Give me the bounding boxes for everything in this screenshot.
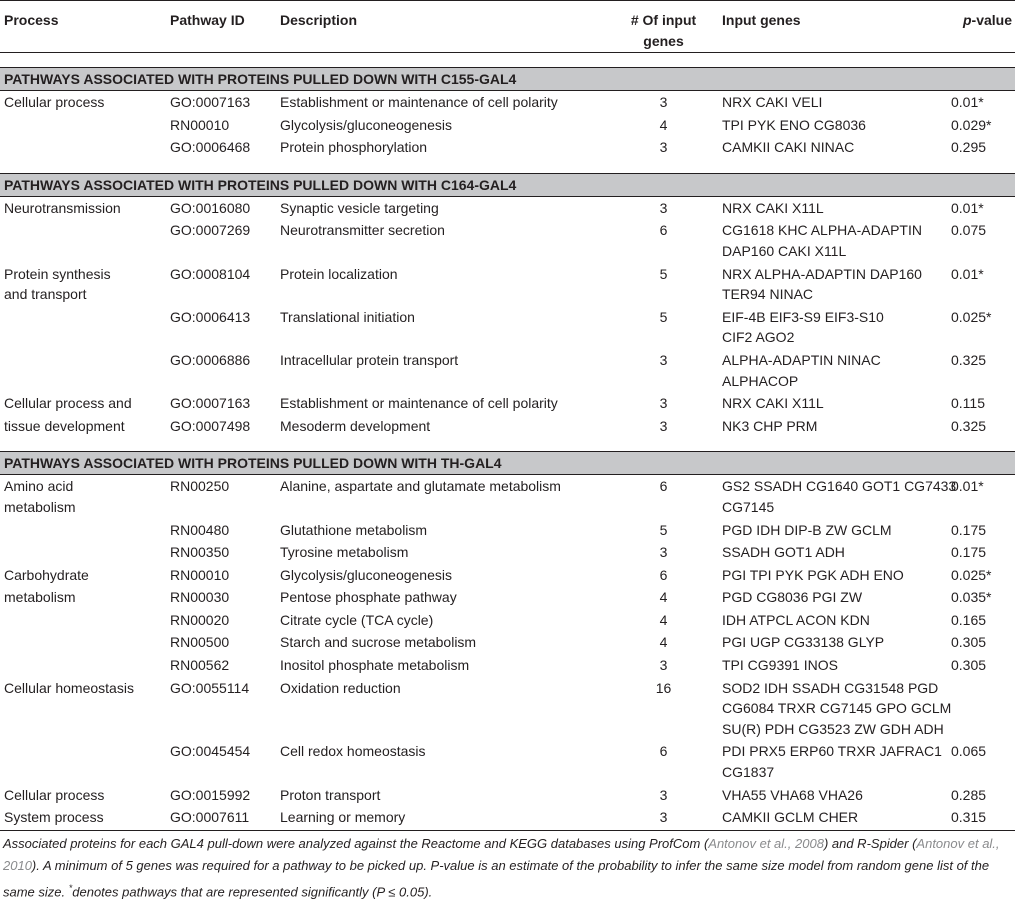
cell-num-genes: 6 (659, 566, 668, 583)
cell-p-value: 0.01* (951, 265, 984, 282)
process-line: tissue development (4, 417, 125, 434)
cell-process (0, 654, 166, 677)
cell-num-genes: 3 (659, 786, 668, 803)
cell-p-value: 0.115 (951, 395, 985, 412)
cell-input-genes (718, 541, 947, 564)
process-line: metabolism (4, 498, 76, 515)
cell-description: Mesoderm development (280, 417, 431, 434)
cell-description: Cell redox homeostasis (280, 743, 426, 760)
cell-pathway-id: GO:0055114 (170, 679, 250, 696)
footnote-star: * (68, 882, 73, 893)
cell-num-genes: 6 (659, 478, 668, 495)
header-p-value-italic: p (962, 12, 972, 28)
cell-process (0, 806, 166, 830)
cell-pathway-id: GO:0007269 (170, 222, 251, 239)
table-row (0, 136, 1015, 159)
cell-process (0, 306, 166, 349)
table-row (0, 475, 1015, 519)
cell-num-genes: 5 (659, 521, 668, 538)
genes-line: TPI PYK ENO CG8036 (722, 116, 866, 133)
genes-line: TER94 NINAC (722, 286, 814, 303)
table-row (0, 306, 1015, 349)
cell-process (0, 263, 166, 306)
genes-line: PDI PRX5 ERP60 TRXR JAFRAC1 (722, 743, 942, 760)
spacer-cell (0, 53, 1015, 68)
cell-description: Intracellular protein transport (280, 351, 459, 368)
genes-line: CG1837 (722, 764, 775, 781)
cell-description: Protein localization (280, 265, 398, 282)
process-line: System process (4, 809, 104, 826)
cell-pathway-id: GO:0007611 (166, 806, 276, 830)
cell-process (0, 784, 166, 807)
cell-num-genes: 3 (609, 806, 718, 830)
header-p-value (947, 1, 1015, 53)
cell-num-genes: 6 (659, 222, 668, 239)
cell-process (0, 392, 166, 415)
cell-input-genes (718, 114, 947, 137)
section-spacer (0, 159, 1015, 174)
cell-p-value: 0.305 (951, 634, 987, 651)
cell-p-value: 0.01* (951, 199, 984, 216)
table-row (0, 677, 1015, 741)
cell-pathway-id: GO:0007498 (170, 417, 251, 434)
cell-process (0, 677, 166, 741)
cell-pathway-id: GO:0007163 (170, 395, 251, 412)
section-spacer (0, 437, 1015, 452)
process-line: metabolism (4, 589, 76, 606)
cell-pathway-id: RN00350 (170, 544, 230, 561)
cell-input-genes (718, 784, 947, 807)
cell-pathway-id: GO:0006886 (170, 351, 251, 368)
genes-line: CG6084 TRXR CG7145 GPO GCLM (722, 700, 952, 717)
section-header-row (0, 452, 1015, 475)
cell-input-genes (718, 91, 947, 114)
cell-p-value: 0.01* (951, 478, 984, 495)
cell-p-value: 0.305 (951, 657, 987, 674)
cell-input-genes (718, 586, 947, 609)
cell-description: Inositol phosphate metabolism (280, 657, 470, 674)
footnote-text-1: Associated proteins for each GAL4 pull-down were analyzed against the Reactome and KEGG databases using ProfCom ( (3, 835, 709, 851)
cell-description: Establishment or maintenance of cell polarity (280, 395, 558, 412)
cell-num-genes: 3 (659, 351, 668, 368)
cell-pathway-id: GO:0015992 (170, 786, 251, 803)
cell-input-genes (718, 415, 947, 438)
process-line: Cellular homeostasis (4, 679, 134, 696)
cell-description: Tyrosine metabolism (280, 544, 409, 561)
genes-line: PGD CG8036 PGI ZW (722, 589, 863, 606)
cell-process (0, 114, 166, 137)
cell-input-genes (718, 654, 947, 677)
header-num-genes-line1: # Of input (630, 12, 697, 28)
cell-p-value: 0.075 (951, 222, 987, 239)
genes-line: NRX CAKI X11L (722, 395, 824, 412)
cell-input-genes (718, 349, 947, 392)
cell-input-genes (718, 219, 947, 262)
cell-input-genes (718, 519, 947, 542)
cell-num-genes: 4 (659, 116, 668, 133)
table-row (0, 349, 1015, 392)
cell-description: Neurotransmitter secretion (280, 222, 445, 239)
cell-num-genes: 5 (659, 265, 668, 282)
cell-description: Starch and sucrose metabolism (280, 634, 477, 651)
genes-line: ALPHACOP (722, 372, 799, 389)
cell-num-genes: 3 (659, 139, 668, 156)
cell-num-genes: 6 (659, 743, 668, 760)
cell-process (0, 609, 166, 632)
cell-input-genes (718, 677, 952, 741)
genes-line: DAP160 CAKI X11L (722, 242, 847, 259)
cell-process (0, 519, 166, 542)
cell-p-value: 0.175 (951, 521, 987, 538)
genes-line: CIF2 AGO2 (722, 329, 795, 346)
cell-pathway-id: GO:0006468 (170, 139, 251, 156)
cell-description: Proton transport (280, 786, 381, 803)
cell-num-genes: 3 (659, 199, 668, 216)
table-footnote (0, 831, 1015, 903)
table-row (0, 654, 1015, 677)
genes-line: ALPHA-ADAPTIN NINAC (722, 351, 881, 368)
cell-p-value: 0.165 (951, 611, 987, 628)
footnote-text-2: ) and R-Spider ( (823, 835, 917, 851)
cell-input-genes (718, 609, 947, 632)
cell-num-genes: 4 (659, 611, 668, 628)
process-line: Amino acid (4, 478, 74, 495)
cell-pathway-id: RN00030 (170, 589, 230, 606)
genes-line: NRX ALPHA-ADAPTIN DAP160 (722, 265, 922, 282)
cell-p-value: 0.025* (951, 308, 992, 325)
cell-num-genes: 3 (659, 395, 668, 412)
cell-process (0, 196, 166, 219)
cell-input-genes (718, 196, 947, 219)
cell-process (0, 740, 166, 783)
cell-input-genes (718, 475, 957, 519)
cell-description: Glycolysis/gluconeogenesis (280, 566, 452, 583)
cell-description: Protein phosphorylation (280, 139, 428, 156)
cell-p-value: 0.325 (951, 417, 987, 434)
cell-pathway-id: RN00020 (170, 611, 230, 628)
genes-line: SOD2 IDH SSADH CG31548 PGD (722, 679, 939, 696)
genes-line: PGI UGP CG33138 GLYP (722, 634, 885, 651)
table-row (0, 784, 1015, 807)
cell-pathway-id: GO:0045454 (170, 743, 251, 760)
genes-line: VHA55 VHA68 VHA26 (722, 786, 863, 803)
cell-description: Oxidation reduction (280, 679, 401, 696)
cell-num-genes: 3 (659, 417, 668, 434)
genes-line: NRX CAKI X11L (722, 199, 824, 216)
table-row (0, 219, 1015, 262)
genes-line: EIF-4B EIF3-S9 EIF3-S10 (722, 308, 884, 325)
cell-p-value: 0.315 (947, 806, 1015, 830)
genes-line: IDH ATPCL ACON KDN (722, 611, 870, 628)
cell-pathway-id: RN00250 (170, 478, 230, 495)
header-row (0, 1, 1015, 53)
cell-pathway-id: GO:0007163 (170, 94, 251, 110)
spacer-cell (0, 159, 1015, 174)
cell-p-value: 0.285 (951, 786, 987, 803)
cell-pathway-id: GO:0006413 (170, 308, 251, 325)
header-num-genes (609, 1, 718, 53)
genes-line: CG7145 (722, 498, 775, 515)
cell-process (0, 136, 166, 159)
process-line: and transport (4, 286, 87, 303)
cell-description: Establishment or maintenance of cell polarity (280, 94, 558, 110)
cell-process (0, 219, 166, 262)
cell-input-genes (718, 392, 947, 415)
genes-line: PGD IDH DIP-B ZW GCLM (722, 521, 892, 538)
section-title: PATHWAYS ASSOCIATED WITH PROTEINS PULLED DOWN WITH C164-GAL4 (0, 173, 1015, 196)
spacer-cell (0, 437, 1015, 452)
cell-description: Learning or memory (276, 806, 609, 830)
cell-p-value: 0.01* (951, 94, 984, 110)
table-row (0, 91, 1015, 114)
table-row (0, 740, 1015, 783)
process-line: Cellular process (4, 786, 105, 803)
process-line: Protein synthesis (4, 265, 111, 282)
header-p-value-suffix: -value (971, 12, 1012, 28)
genes-line: TPI CG9391 INOS (722, 657, 838, 674)
footnote-citation-2[interactable]: Antonov et al., 2010 (3, 835, 1000, 873)
cell-p-value: 0.325 (951, 351, 987, 368)
cell-num-genes: 3 (659, 544, 668, 561)
table-row (0, 564, 1015, 587)
cell-process (0, 475, 166, 519)
table-row (0, 263, 1015, 306)
process-line: Neurotransmission (4, 199, 121, 216)
cell-num-genes: 16 (655, 679, 672, 696)
cell-description: Glycolysis/gluconeogenesis (280, 116, 452, 133)
process-line: Cellular process and (4, 395, 132, 412)
genes-line: SU(R) PDH CG3523 ZW GDH ADH (722, 720, 944, 737)
cell-process (0, 564, 166, 587)
table-row (0, 631, 1015, 654)
genes-line: GS2 SSADH CG1640 GOT1 CG7433 (722, 478, 957, 495)
cell-p-value: 0.029* (951, 116, 992, 133)
cell-description: Synaptic vesicle targeting (280, 199, 439, 216)
table-row (0, 609, 1015, 632)
cell-pathway-id: GO:0016080 (170, 199, 251, 216)
cell-process (0, 91, 166, 114)
cell-num-genes: 3 (659, 94, 668, 110)
cell-input-genes (718, 136, 947, 159)
cell-input-genes (718, 263, 947, 306)
cell-input-genes (718, 306, 947, 349)
genes-line: NK3 CHP PRM (722, 417, 818, 434)
cell-pathway-id: GO:0008104 (170, 265, 251, 282)
cell-num-genes: 5 (659, 308, 668, 325)
cell-description: Citrate cycle (TCA cycle) (280, 611, 434, 628)
genes-line: SSADH GOT1 ADH (722, 544, 845, 561)
cell-input-genes (718, 564, 947, 587)
cell-description: Glutathione metabolism (280, 521, 428, 538)
footnote-text-3: ). A minimum of 5 genes was required for a pathway to be picked up. P-value is an estimate of the probability to infer the same size model from random gene list of the same size. (3, 857, 990, 900)
cell-process (0, 349, 166, 392)
genes-line: CAMKII CAKI NINAC (722, 139, 855, 156)
cell-p-value (947, 677, 1015, 741)
table-row (0, 196, 1015, 219)
cell-pathway-id: RN00010 (170, 566, 230, 583)
table-row (0, 114, 1015, 137)
table-row (0, 415, 1015, 438)
cell-p-value: 0.295 (951, 139, 987, 156)
cell-p-value: 0.035* (951, 589, 992, 606)
header-description: Description (276, 1, 609, 53)
table-row (0, 586, 1015, 609)
section-title: PATHWAYS ASSOCIATED WITH PROTEINS PULLED DOWN WITH C155-GAL4 (0, 68, 1015, 91)
table-row (0, 519, 1015, 542)
cell-p-value: 0.065 (951, 743, 987, 760)
genes-line: PGI TPI PYK PGK ADH ENO (722, 566, 904, 583)
cell-pathway-id: RN00500 (170, 634, 230, 651)
cell-num-genes: 3 (659, 657, 668, 674)
section-header-row (0, 173, 1015, 196)
cell-description: Translational initiation (280, 308, 415, 325)
table-row (0, 806, 1015, 830)
genes-line: CG1618 KHC ALPHA-ADAPTIN (722, 222, 922, 239)
cell-input-genes (718, 631, 947, 654)
process-line: Cellular process (4, 94, 105, 110)
footnote-citation-1[interactable]: Antonov et al., 2008 (708, 835, 824, 851)
section-header-row (0, 68, 1015, 91)
cell-input-genes (718, 740, 947, 783)
cell-num-genes: 4 (659, 589, 668, 606)
header-process: Process (0, 1, 166, 53)
section-spacer (0, 53, 1015, 68)
cell-input-genes (718, 806, 947, 830)
cell-process (0, 541, 166, 564)
table-row (0, 392, 1015, 415)
table-body (0, 53, 1015, 831)
cell-p-value: 0.175 (951, 544, 987, 561)
cell-pathway-id: RN00562 (170, 657, 230, 674)
cell-process (0, 415, 166, 438)
genes-line: CAMKII GCLM CHER (722, 809, 859, 826)
cell-p-value: 0.025* (951, 566, 992, 583)
cell-pathway-id: RN00480 (170, 521, 230, 538)
cell-num-genes: 4 (659, 634, 668, 651)
cell-description: Alanine, aspartate and glutamate metabolism (280, 478, 561, 495)
cell-process (0, 631, 166, 654)
header-num-genes-line2: genes (643, 32, 684, 49)
cell-process (0, 586, 166, 609)
table-row (0, 541, 1015, 564)
genes-line: NRX CAKI VELI (722, 94, 823, 110)
cell-description: Pentose phosphate pathway (280, 589, 457, 606)
section-title: PATHWAYS ASSOCIATED WITH PROTEINS PULLED DOWN WITH TH-GAL4 (0, 452, 1015, 475)
header-input-genes: Input genes (718, 1, 947, 53)
footnote-text-4: denotes pathways that are represented significantly (P ≤ 0.05). (72, 884, 433, 900)
cell-pathway-id: RN00010 (170, 116, 230, 133)
header-pathway-id: Pathway ID (166, 1, 276, 53)
process-line: Carbohydrate (4, 566, 89, 583)
